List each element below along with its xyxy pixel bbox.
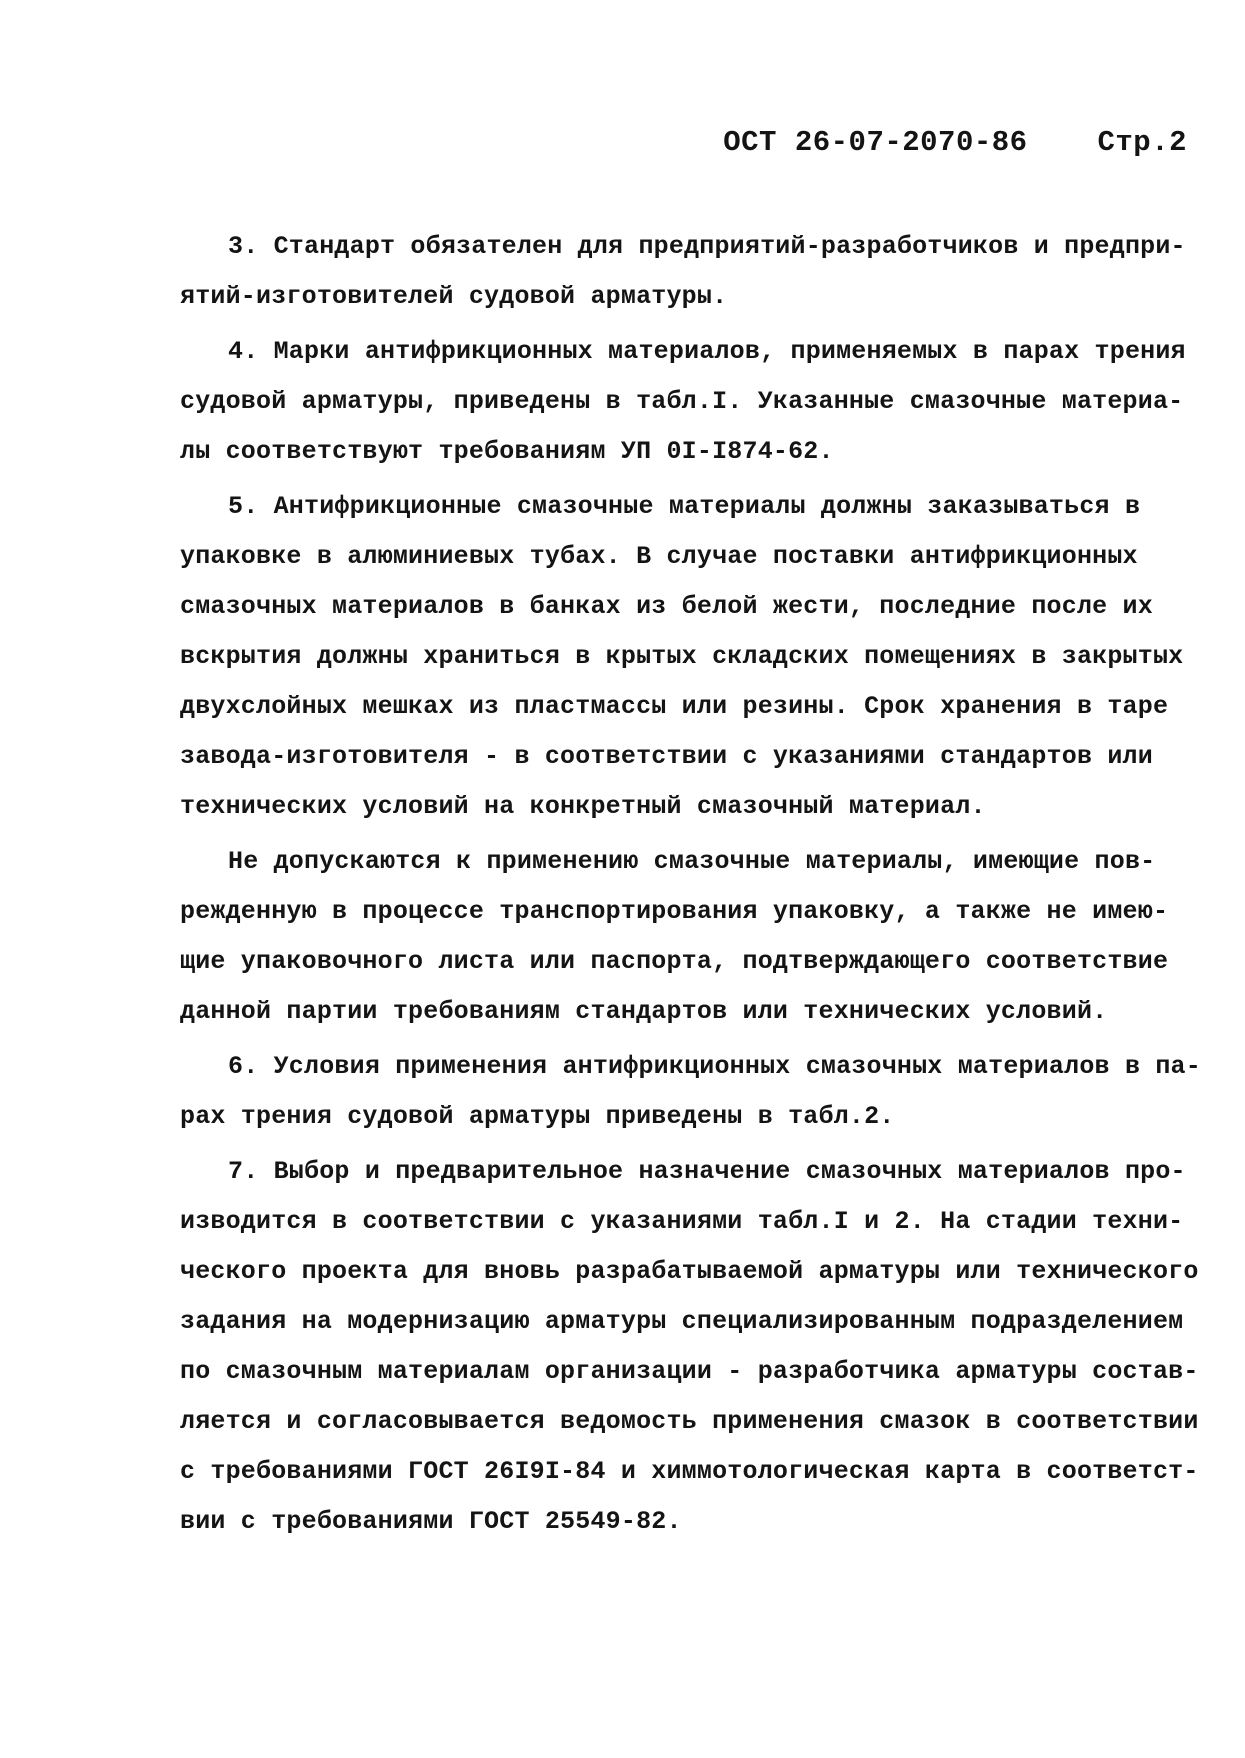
text-line: ляется и согласовывается ведомость применения смазок в соответствии — [180, 1407, 1199, 1436]
page-number: Стр.2 — [1097, 126, 1187, 159]
text-line: 4. Марки антифрикционных материалов, применяемых в парах трения — [228, 337, 1186, 366]
text-line: задания на модернизацию арматуры специализированным подразделением — [180, 1307, 1184, 1336]
text-line: завода-изготовителя - в соответствии с указаниями стандартов или — [180, 742, 1153, 771]
paragraph-7 — [180, 1147, 1200, 1547]
text-line: изводится в соответствии с указаниями табл.I и 2. На стадии техни- — [180, 1207, 1184, 1236]
text-line: ятий-изготовителей судовой арматуры. — [180, 282, 728, 311]
text-line: двухслойных мешках из пластмассы или резины. Срок хранения в таре — [180, 692, 1169, 721]
text-line: ческого проекта для вновь разрабатываемой арматуры или технического — [180, 1257, 1199, 1286]
text-line: по смазочным материалам организации - разработчика арматуры состав- — [180, 1357, 1199, 1386]
text-line: упаковке в алюминиевых тубах. В случае поставки антифрикционных — [180, 542, 1138, 571]
text-line: Не допускаются к применению смазочные материалы, имеющие пов- — [228, 847, 1156, 876]
text-line: смазочных материалов в банках из белой жести, последние после их — [180, 592, 1153, 621]
text-line: рах трения судовой арматуры приведены в табл.2. — [180, 1102, 895, 1131]
paragraph-6 — [180, 1042, 1200, 1142]
paragraph-5 — [180, 482, 1200, 832]
text-line: 5. Антифрикционные смазочные материалы должны заказываться в — [228, 492, 1141, 521]
text-line: с требованиями ГОСТ 26I9I-84 и химмотологическая карта в соответст- — [180, 1457, 1199, 1486]
text-line: вии с требованиями ГОСТ 25549-82. — [180, 1507, 682, 1536]
text-line: данной партии требованиям стандартов или технических условий. — [180, 997, 1108, 1026]
text-line: судовой арматуры, приведены в табл.I. Указанные смазочные материа- — [180, 387, 1184, 416]
text-line: 7. Выбор и предварительное назначение смазочных материалов про- — [228, 1157, 1186, 1186]
document-code: ОСТ 26-07-2070-86 — [723, 126, 1028, 159]
text-line: технических условий на конкретный смазочный материал. — [180, 792, 986, 821]
text-line: лы соответствуют требованиям УП 0I-I874-62. — [180, 437, 834, 466]
text-line: вскрытия должны храниться в крытых складских помещениях в закрытых — [180, 642, 1184, 671]
text-line: 6. Условия применения антифрикционных смазочных материалов в па- — [228, 1052, 1201, 1081]
text-line: щие упаковочного листа или паспорта, подтверждающего соответствие — [180, 947, 1169, 976]
text-line: режденную в процессе транспортирования упаковку, а также не имею- — [180, 897, 1169, 926]
paragraph-5-continued — [180, 837, 1200, 1037]
paragraph-4 — [180, 327, 1200, 477]
document-body — [180, 222, 1200, 1552]
paragraph-3 — [180, 222, 1200, 322]
page-header — [723, 126, 1187, 159]
text-line: 3. Стандарт обязателен для предприятий-разработчиков и предпри- — [228, 232, 1186, 261]
